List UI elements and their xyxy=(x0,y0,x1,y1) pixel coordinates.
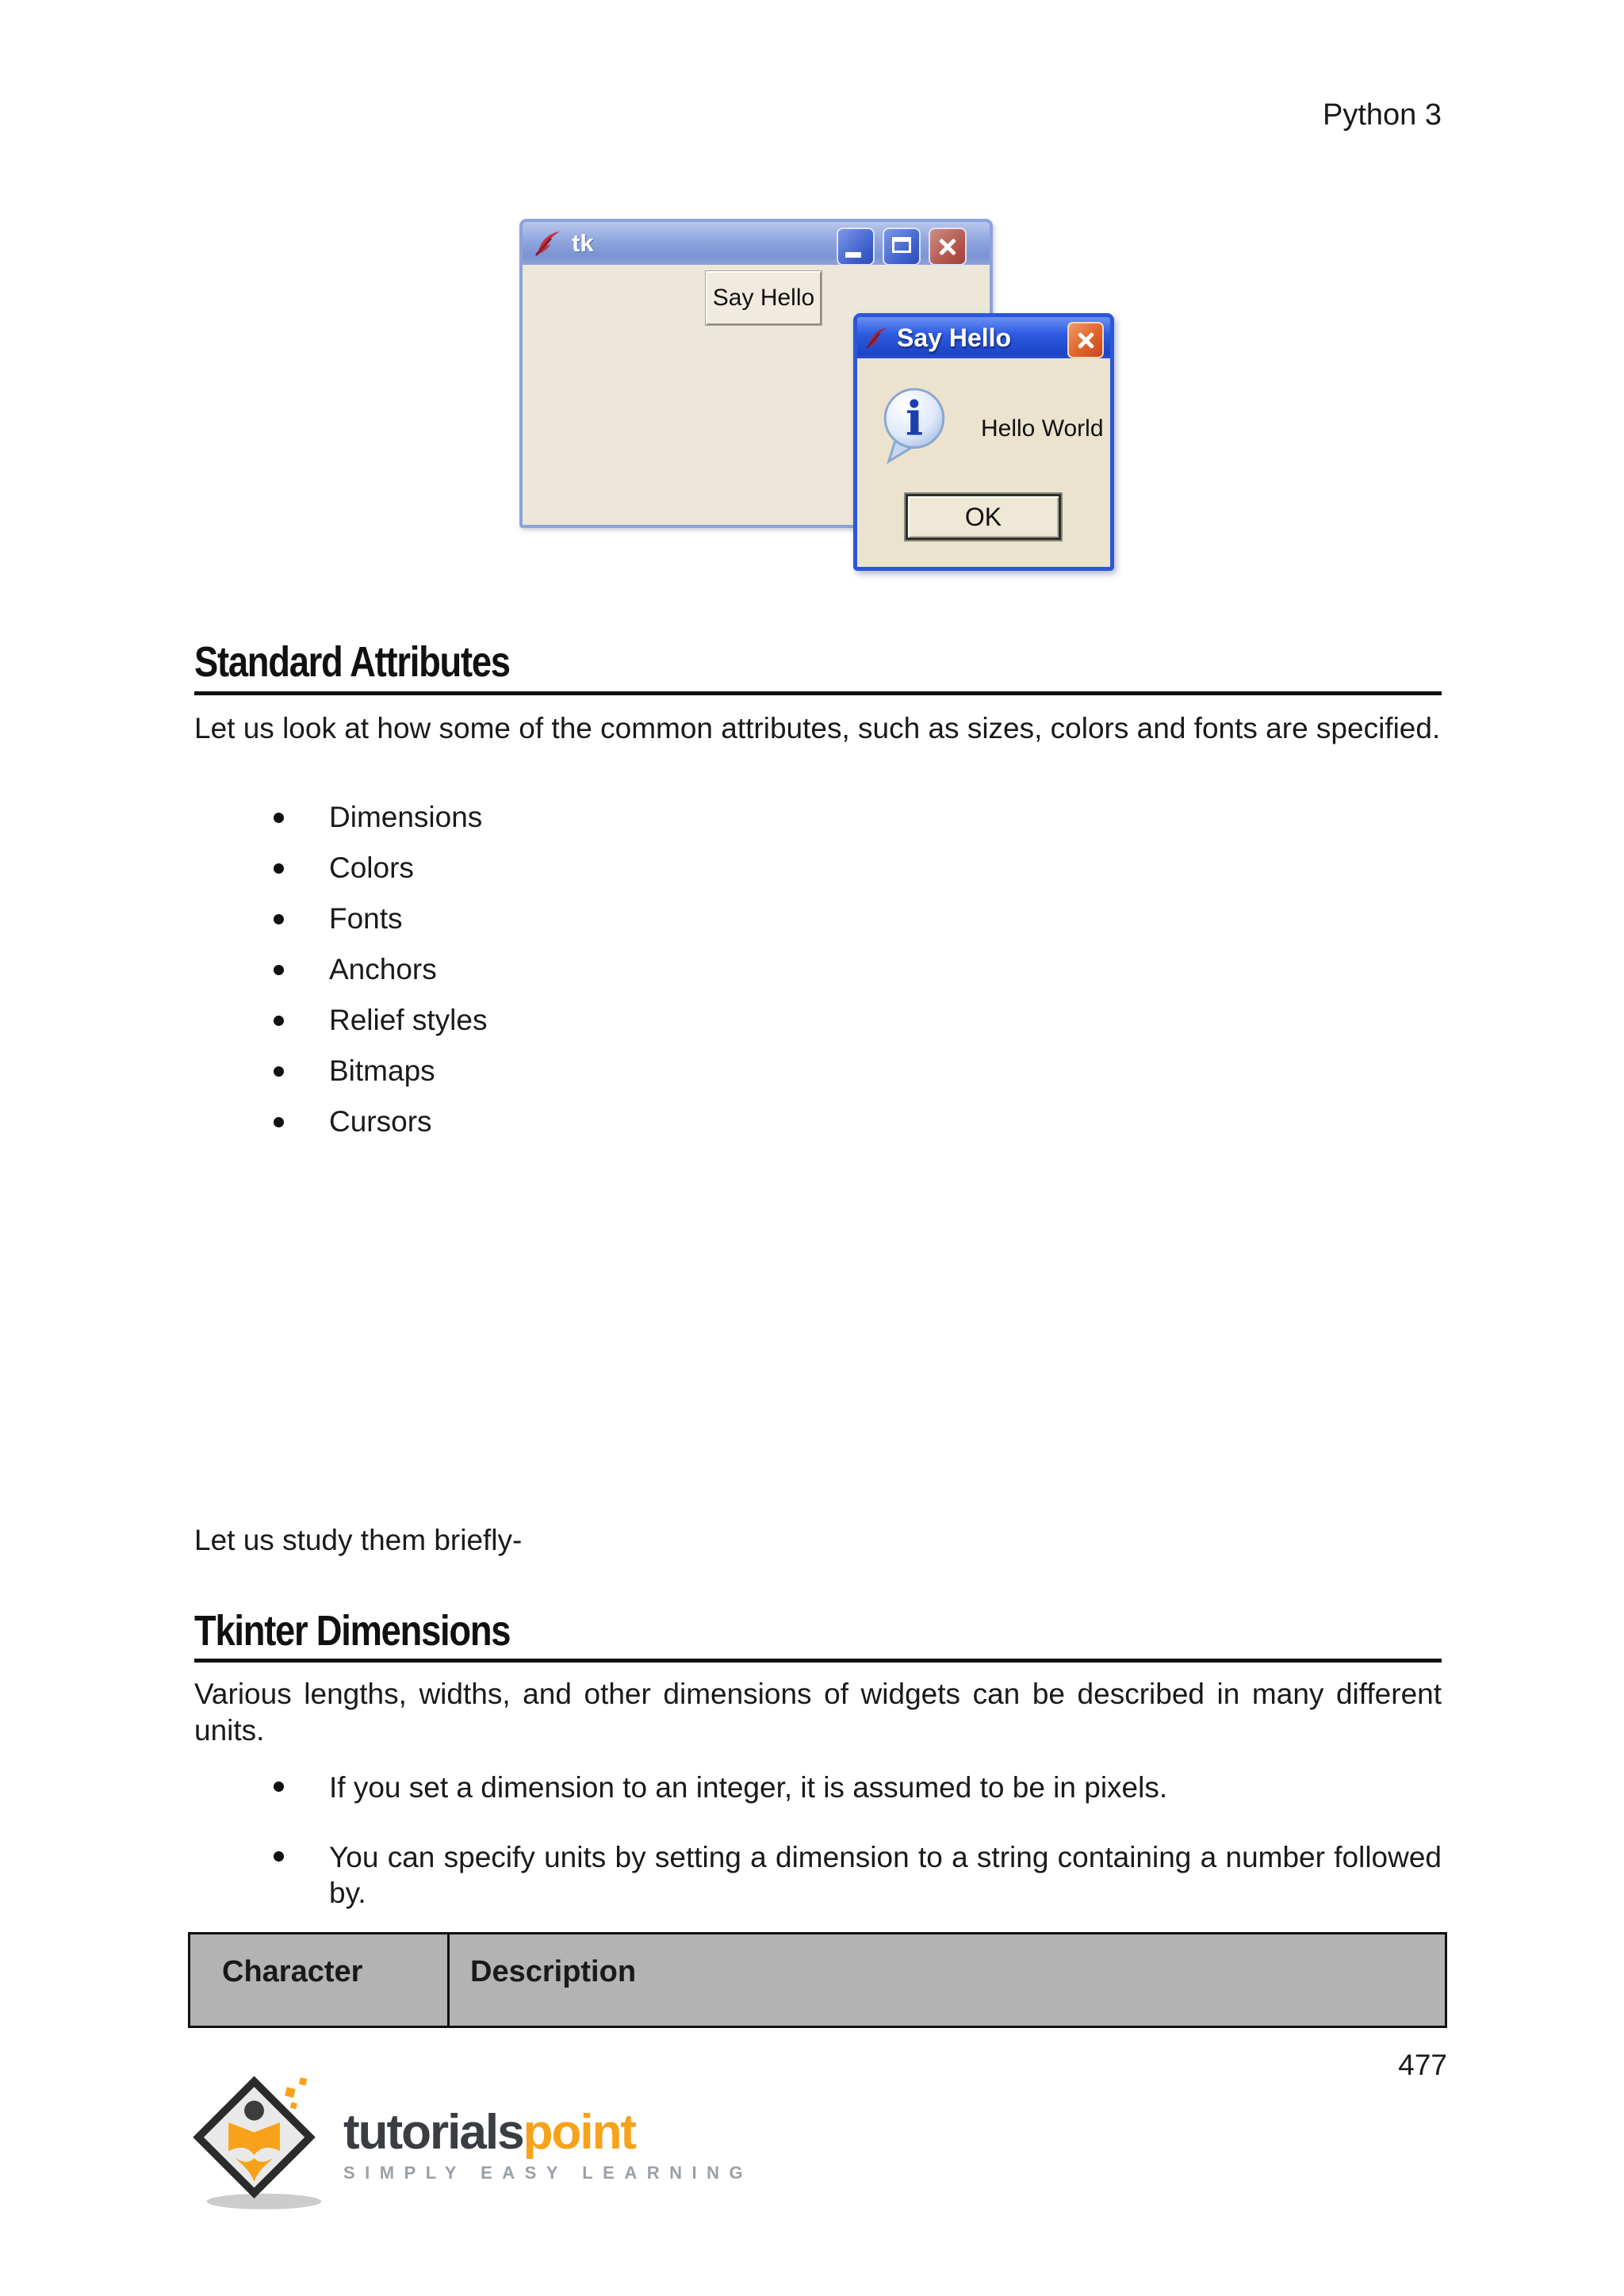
maximize-button[interactable] xyxy=(883,228,921,266)
tk-window-controls xyxy=(837,228,967,266)
section-heading-standard-attributes: Standard Attributes xyxy=(194,638,510,686)
list-item: Dimensions xyxy=(194,802,1442,832)
bullet-dot xyxy=(274,1781,284,1792)
minimize-button[interactable] xyxy=(837,228,875,266)
list-item: Bitmaps xyxy=(194,1056,1442,1086)
heading-rule xyxy=(194,1659,1442,1663)
table-header-description: Description xyxy=(447,1934,1445,2026)
paragraph-tkinter-dimensions: Various lengths, widths, and other dimensions of widgets can be described in many different units. xyxy=(194,1678,1442,1747)
list-item: Fonts xyxy=(194,904,1442,934)
heading-rule xyxy=(194,691,1442,695)
paragraph-standard-attributes: Let us look at how some of the common attributes, such as sizes, colors and fonts are specified. xyxy=(194,712,1441,744)
list-item: Anchors xyxy=(194,955,1442,985)
svg-text:i: i xyxy=(905,391,924,446)
dialog-close-button[interactable] xyxy=(1067,322,1104,358)
list-item: Colors xyxy=(194,853,1442,883)
table-header-character: Character xyxy=(222,1955,363,1988)
paragraph-study-briefly: Let us study them briefly- xyxy=(194,1524,523,1556)
list-item: You can specify units by setting a dimension to a string containing a number followed by. xyxy=(194,1839,1442,1911)
page-header: Python 3 xyxy=(1323,98,1442,132)
maximize-icon xyxy=(892,237,911,253)
dimensions-bullet-list xyxy=(194,1770,1442,1945)
bullet-dot xyxy=(274,914,284,924)
bullet-dot xyxy=(274,965,284,975)
section-heading-tkinter-dimensions: Tkinter Dimensions xyxy=(194,1607,511,1655)
say-hello-button[interactable]: Say Hello xyxy=(706,271,822,325)
tutorialspoint-logo xyxy=(188,2074,753,2210)
tkinter-screenshot xyxy=(515,212,1130,593)
say-hello-dialog xyxy=(853,313,1114,571)
bullet-dot xyxy=(274,1117,284,1127)
close-button[interactable] xyxy=(929,228,967,266)
list-item: Cursors xyxy=(194,1107,1442,1137)
dialog-message: Hello World xyxy=(981,415,1104,442)
tk-feather-icon xyxy=(864,324,891,351)
bullet-dot xyxy=(274,813,284,823)
dimension-units-table xyxy=(188,1932,1447,2028)
bullet-dot xyxy=(274,863,284,874)
brand-tagline: SIMPLY EASY LEARNING xyxy=(343,2163,753,2183)
list-item: If you set a dimension to an integer, it is assumed to be in pixels. xyxy=(194,1770,1442,1805)
bullet-dot xyxy=(274,1851,284,1862)
dialog-title: Say Hello xyxy=(897,323,1012,352)
tk-window-title: tk xyxy=(572,229,594,257)
info-icon xyxy=(878,387,951,466)
brand-wordmark: tutorialspoint xyxy=(343,2105,636,2160)
ok-button[interactable]: OK xyxy=(906,494,1061,540)
bullet-dot xyxy=(274,1016,284,1026)
list-item: Relief styles xyxy=(194,1005,1442,1035)
tk-feather-icon xyxy=(532,228,564,259)
attributes-bullet-list xyxy=(194,802,1442,1158)
page-number: 477 xyxy=(1398,2049,1447,2081)
minimize-icon xyxy=(845,252,861,258)
tutorialspoint-diamond-icon xyxy=(188,2074,332,2210)
bullet-dot xyxy=(274,1066,284,1077)
